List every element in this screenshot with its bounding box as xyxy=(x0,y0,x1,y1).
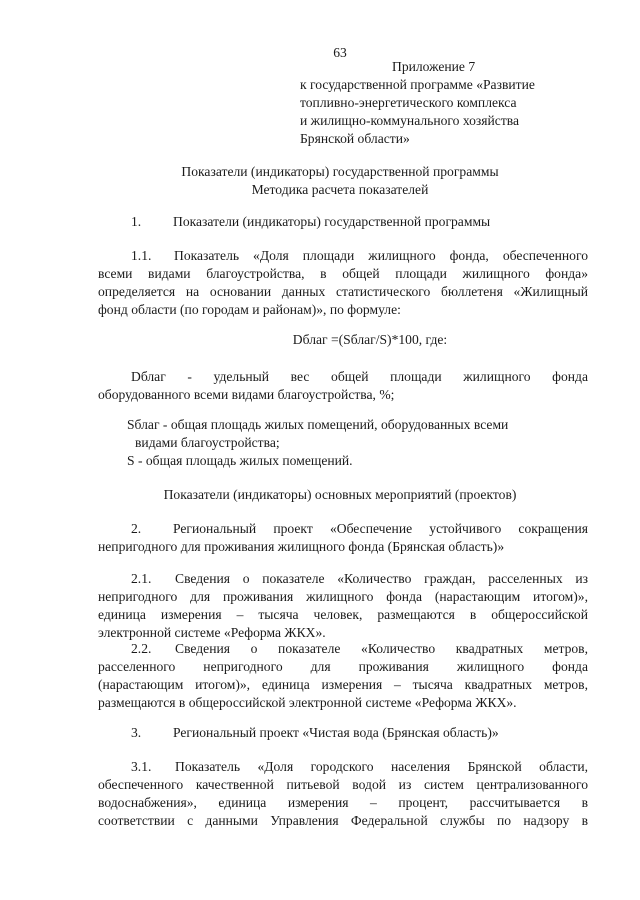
paragraph-line: Показатель «Доля городского населения Брянской области, xyxy=(175,759,588,774)
page-number: 63 xyxy=(333,45,347,60)
item-number: 1.1. xyxy=(131,248,152,263)
paragraph-line: непригодного для проживания жилищного фонда (нарастающим итогом)», xyxy=(98,589,588,604)
paragraph-line: Показатель «Доля площади жилищного фонда, обеспеченного xyxy=(174,248,588,263)
paragraph-line: непригодного для проживания жилищного фонда (Брянская область)» xyxy=(98,539,505,554)
item-number: 2.2. xyxy=(131,641,152,656)
appendix-line: Приложение 7 xyxy=(392,59,476,74)
section-heading-text: Региональный проект «Чистая вода (Брянская область)» xyxy=(173,725,499,740)
definition-line: видами благоустройства; xyxy=(135,435,280,450)
item-number: 3.1. xyxy=(131,759,152,774)
paragraph-2-2 xyxy=(98,640,588,712)
paragraph-1-1 xyxy=(98,247,588,319)
appendix-line: топливно-энергетического комплекса xyxy=(300,95,517,110)
appendix-header xyxy=(300,58,600,148)
paragraph-line: (нарастающим итогом)», единица измерения – тысяча квадратных метров, xyxy=(98,677,588,692)
title-line-1: Показатели (индикаторы) государственной программы xyxy=(181,164,499,179)
paragraph-line: определяется на основании данных статистического бюллетеня «Жилищный xyxy=(98,284,588,299)
appendix-line: к государственной программе «Развитие xyxy=(300,77,535,92)
formula: Dблаг =(Sблаг/S)*100, где: xyxy=(292,332,448,347)
section-number: 3. xyxy=(131,725,142,740)
section-number: 2. xyxy=(131,521,142,536)
paragraph-line: единица измерения – тысяча человек, размещаются в общероссийской xyxy=(98,607,588,622)
paragraph-line: всеми видами благоустройства, в общей площади жилищного фонда» xyxy=(98,266,588,281)
section-number: 1. xyxy=(131,214,142,229)
paragraph-line: Региональный проект «Обеспечение устойчивого сокращения xyxy=(173,521,588,536)
section-2 xyxy=(98,520,588,556)
subtitle: Показатели (индикаторы) основных мероприятий (проектов) xyxy=(163,487,517,502)
paragraph-line: обеспеченного качественной питьевой водой из систем централизованного xyxy=(98,777,588,792)
paragraph-line: Сведения о показателе «Количество граждан, расселенных из xyxy=(175,571,588,586)
definition-line: оборудованного всеми видами благоустройства, %; xyxy=(98,387,395,402)
title-line-2: Методика расчета показателей xyxy=(251,182,429,197)
section-heading-text: Показатели (индикаторы) государственной программы xyxy=(173,214,491,229)
paragraph-line: размещаются в общероссийской электронной системе «Реформа ЖКХ». xyxy=(98,695,517,710)
paragraph-line: расселенного непригодного для проживания жилищного фонда xyxy=(98,659,588,674)
paragraph-line: водоснабжения», единица измерения – процент, рассчитывается в xyxy=(98,795,588,810)
definition-line: Sблаг - общая площадь жилых помещений, оборудованных всеми xyxy=(127,417,509,432)
appendix-line: и жилищно-коммунального хозяйства xyxy=(300,113,520,128)
paragraph-line: фонд области (по городам и районам)», по формуле: xyxy=(98,302,401,317)
definition-line: S - общая площадь жилых помещений. xyxy=(127,453,353,468)
document-title xyxy=(0,163,640,199)
definition-line: Dблаг - удельный вес общей площади жилищного фонда xyxy=(131,369,588,384)
paragraph-line: Сведения о показателе «Количество квадратных метров, xyxy=(175,641,588,656)
section-3-heading xyxy=(131,724,601,742)
definition-s-blag xyxy=(127,416,597,470)
appendix-line: Брянской области» xyxy=(300,131,410,146)
item-number: 2.1. xyxy=(131,571,152,586)
paragraph-2-1 xyxy=(98,570,588,642)
paragraph-3-1 xyxy=(98,758,588,830)
definition-d xyxy=(98,368,588,404)
section-1-heading xyxy=(131,213,601,231)
paragraph-line: электронной системе «Реформа ЖКХ». xyxy=(98,625,326,640)
paragraph-line: соответствии с данными Управления Федеральной службы по надзору в xyxy=(98,813,588,828)
